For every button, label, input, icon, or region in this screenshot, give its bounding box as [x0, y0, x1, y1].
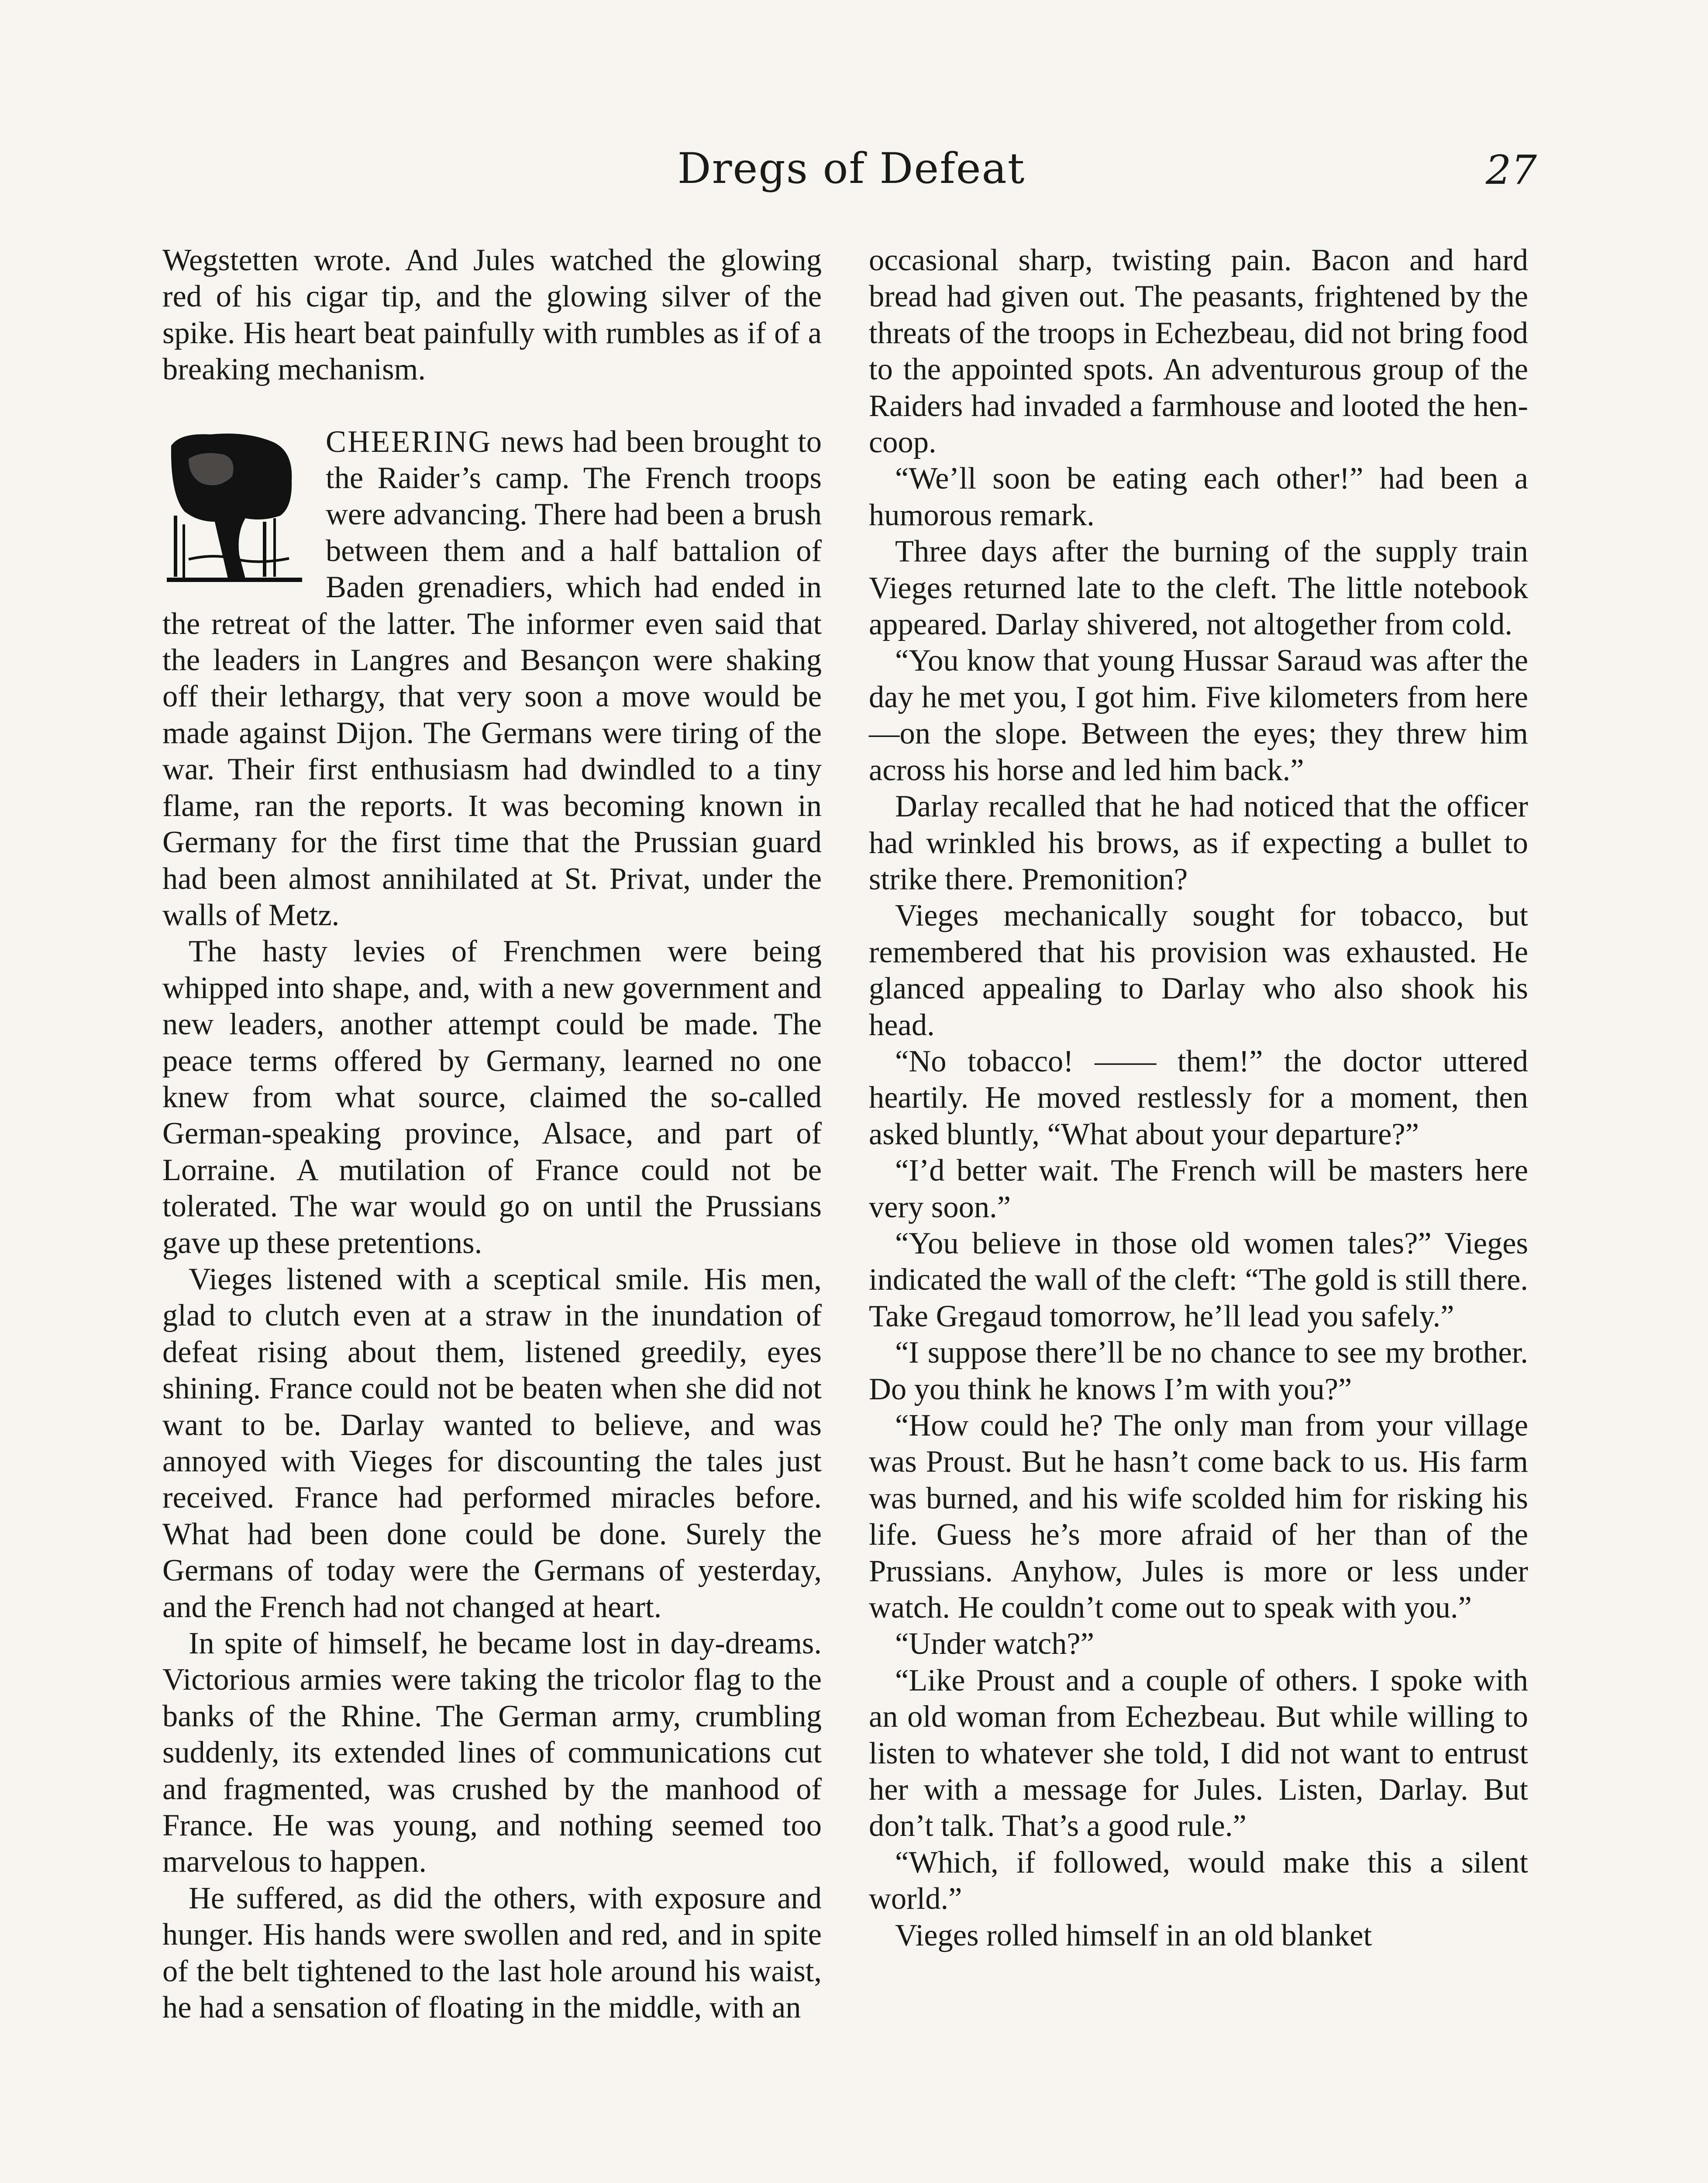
left-column	[162, 242, 822, 2026]
paragraph: Vieges mechanically sought for tobacco, but remembered that his provision was exhausted. He glanced appealing to Darlay who also shook his head.	[869, 899, 1528, 1042]
running-title: Dregs of Defeat	[677, 144, 1026, 193]
paragraph: In spite of himself, he became lost in day-dreams. Victorious armies were taking the tricolor flag to the banks of the Rhine. The German army, crumbling suddenly, its extended lines of communications cut and fragmented, was crushed by the manhood of France. He was young, and nothing seemed too marvelous to happen.	[162, 1626, 822, 1879]
paragraph: Vieges rolled himself in an old blanket	[895, 1918, 1372, 1952]
section-lead-word: CHEERING	[326, 424, 492, 459]
page-header	[166, 144, 1537, 210]
paragraph-text: news had been brought to the Raider’s camp. The French troops were advancing. There had been a brush between them and a half battalion of Baden grenadiers, which had ended in the retreat of the latter. The informer even said that the leaders in Langres and Besançon were shaking off their lethargy, that very soon a move would be made against Dijon. The Germans were tiring of the war. Their first enthusiasm had dwindled to a tiny flame, ran the reports. It was becoming known in Germany for the first time that the Prussian guard had been almost annihilated at St. Privat, under the walls of Metz.	[162, 424, 822, 932]
dropcap-woodcut-icon	[162, 428, 306, 585]
paragraph: “You believe in those old women tales?” Vieges indicated the wall of the cleft: “The gold is still there. Take Gregaud tomorrow, he’ll lead you safely.”	[869, 1226, 1528, 1333]
paragraph: The hasty levies of Frenchmen were being whipped into shape, and, with a new government and new leaders, another attempt could be made. The peace terms offered by Germany, learned no one knew from what source, claimed the so-called German-speaking province, Alsace, and part of Lorraine. A mutilation of France could not be tolerated. The war would go on until the Prussians gave up these pretentions.	[162, 934, 822, 1260]
paragraph: “Like Proust and a couple of others. I spoke with an old woman from Echezbeau. But while willing to listen to whatever she told, I did not want to entrust her with a message for Jules. Listen, Darlay. But don’t talk. That’s a good rule.”	[869, 1663, 1528, 1843]
paragraph: “No tobacco! —— them!” the doctor uttered heartily. He moved restlessly for a moment, then asked bluntly, “What about your departure?”	[869, 1044, 1528, 1151]
paragraph: “I suppose there’ll be no chance to see my brother. Do you think he knows I’m with you?”	[869, 1336, 1528, 1406]
paragraph: Vieges listened with a sceptical smile. His men, glad to clutch even at a straw in the inundation of defeat rising about them, listened greedily, eyes shining. France could not be beaten when she did not want to be. Darlay wanted to believe, and was annoyed with Vieges for discounting the tales just received. France had performed miracles before. What had been done could be done. Surely the Germans of today were the Germans of yesterday, and the French had not changed at heart.	[162, 1262, 822, 1624]
paragraph: “You know that young Hussar Saraud was after the day he met you, I got him. Five kilometers from here—on the slope. Between the eyes; they threw him across his horse and led him back.”	[869, 644, 1528, 787]
paragraph: “Which, if followed, would make this a silent world.”	[869, 1845, 1528, 1916]
paragraph: Wegstetten wrote. And Jules watched the glowing red of his cigar tip, and the glowing silver of the spike. His heart beat painfully with rumbles as if of a breaking mechanism.	[162, 243, 822, 387]
paragraph: “I’d better wait. The French will be masters here very soon.”	[869, 1153, 1528, 1224]
paragraph: occasional sharp, twisting pain. Bacon and hard bread had given out. The peasants, frightened by the threats of the troops in Echezbeau, did not bring food to the appointed spots. An adventurous group of the Raiders had invaded a farmhouse and looted the hen-coop.	[869, 243, 1528, 460]
paragraph: Three days after the burning of the supply train Vieges returned late to the cleft. The little notebook appeared. Darlay shivered, not altogether from cold.	[869, 534, 1528, 642]
paragraph: “We’ll soon be eating each other!” had been a humorous remark.	[869, 461, 1528, 532]
right-column	[869, 242, 1528, 1954]
paragraph: Darlay recalled that he had noticed that the officer had wrinkled his brows, as if expecting a bullet to strike there. Premonition?	[869, 789, 1528, 896]
paragraph: He suffered, as did the others, with exposure and hunger. His hands were swollen and red, and in spite of the belt tightened to the last hole around his waist, he had a sensation of floating in the middle, with an	[162, 1881, 822, 2025]
paragraph: “Under watch?”	[895, 1627, 1095, 1661]
paragraph-with-dropcap	[162, 424, 822, 934]
paragraph: “How could he? The only man from your village was Proust. But he hasn’t come back to us. His farm was burned, and his wife scolded him for risking his life. Guess he’s more afraid of her than of the Prussians. Anyhow, Jules is more or less under watch. He couldn’t come out to speak with you.”	[869, 1408, 1528, 1625]
page-number: 27	[1485, 147, 1537, 193]
